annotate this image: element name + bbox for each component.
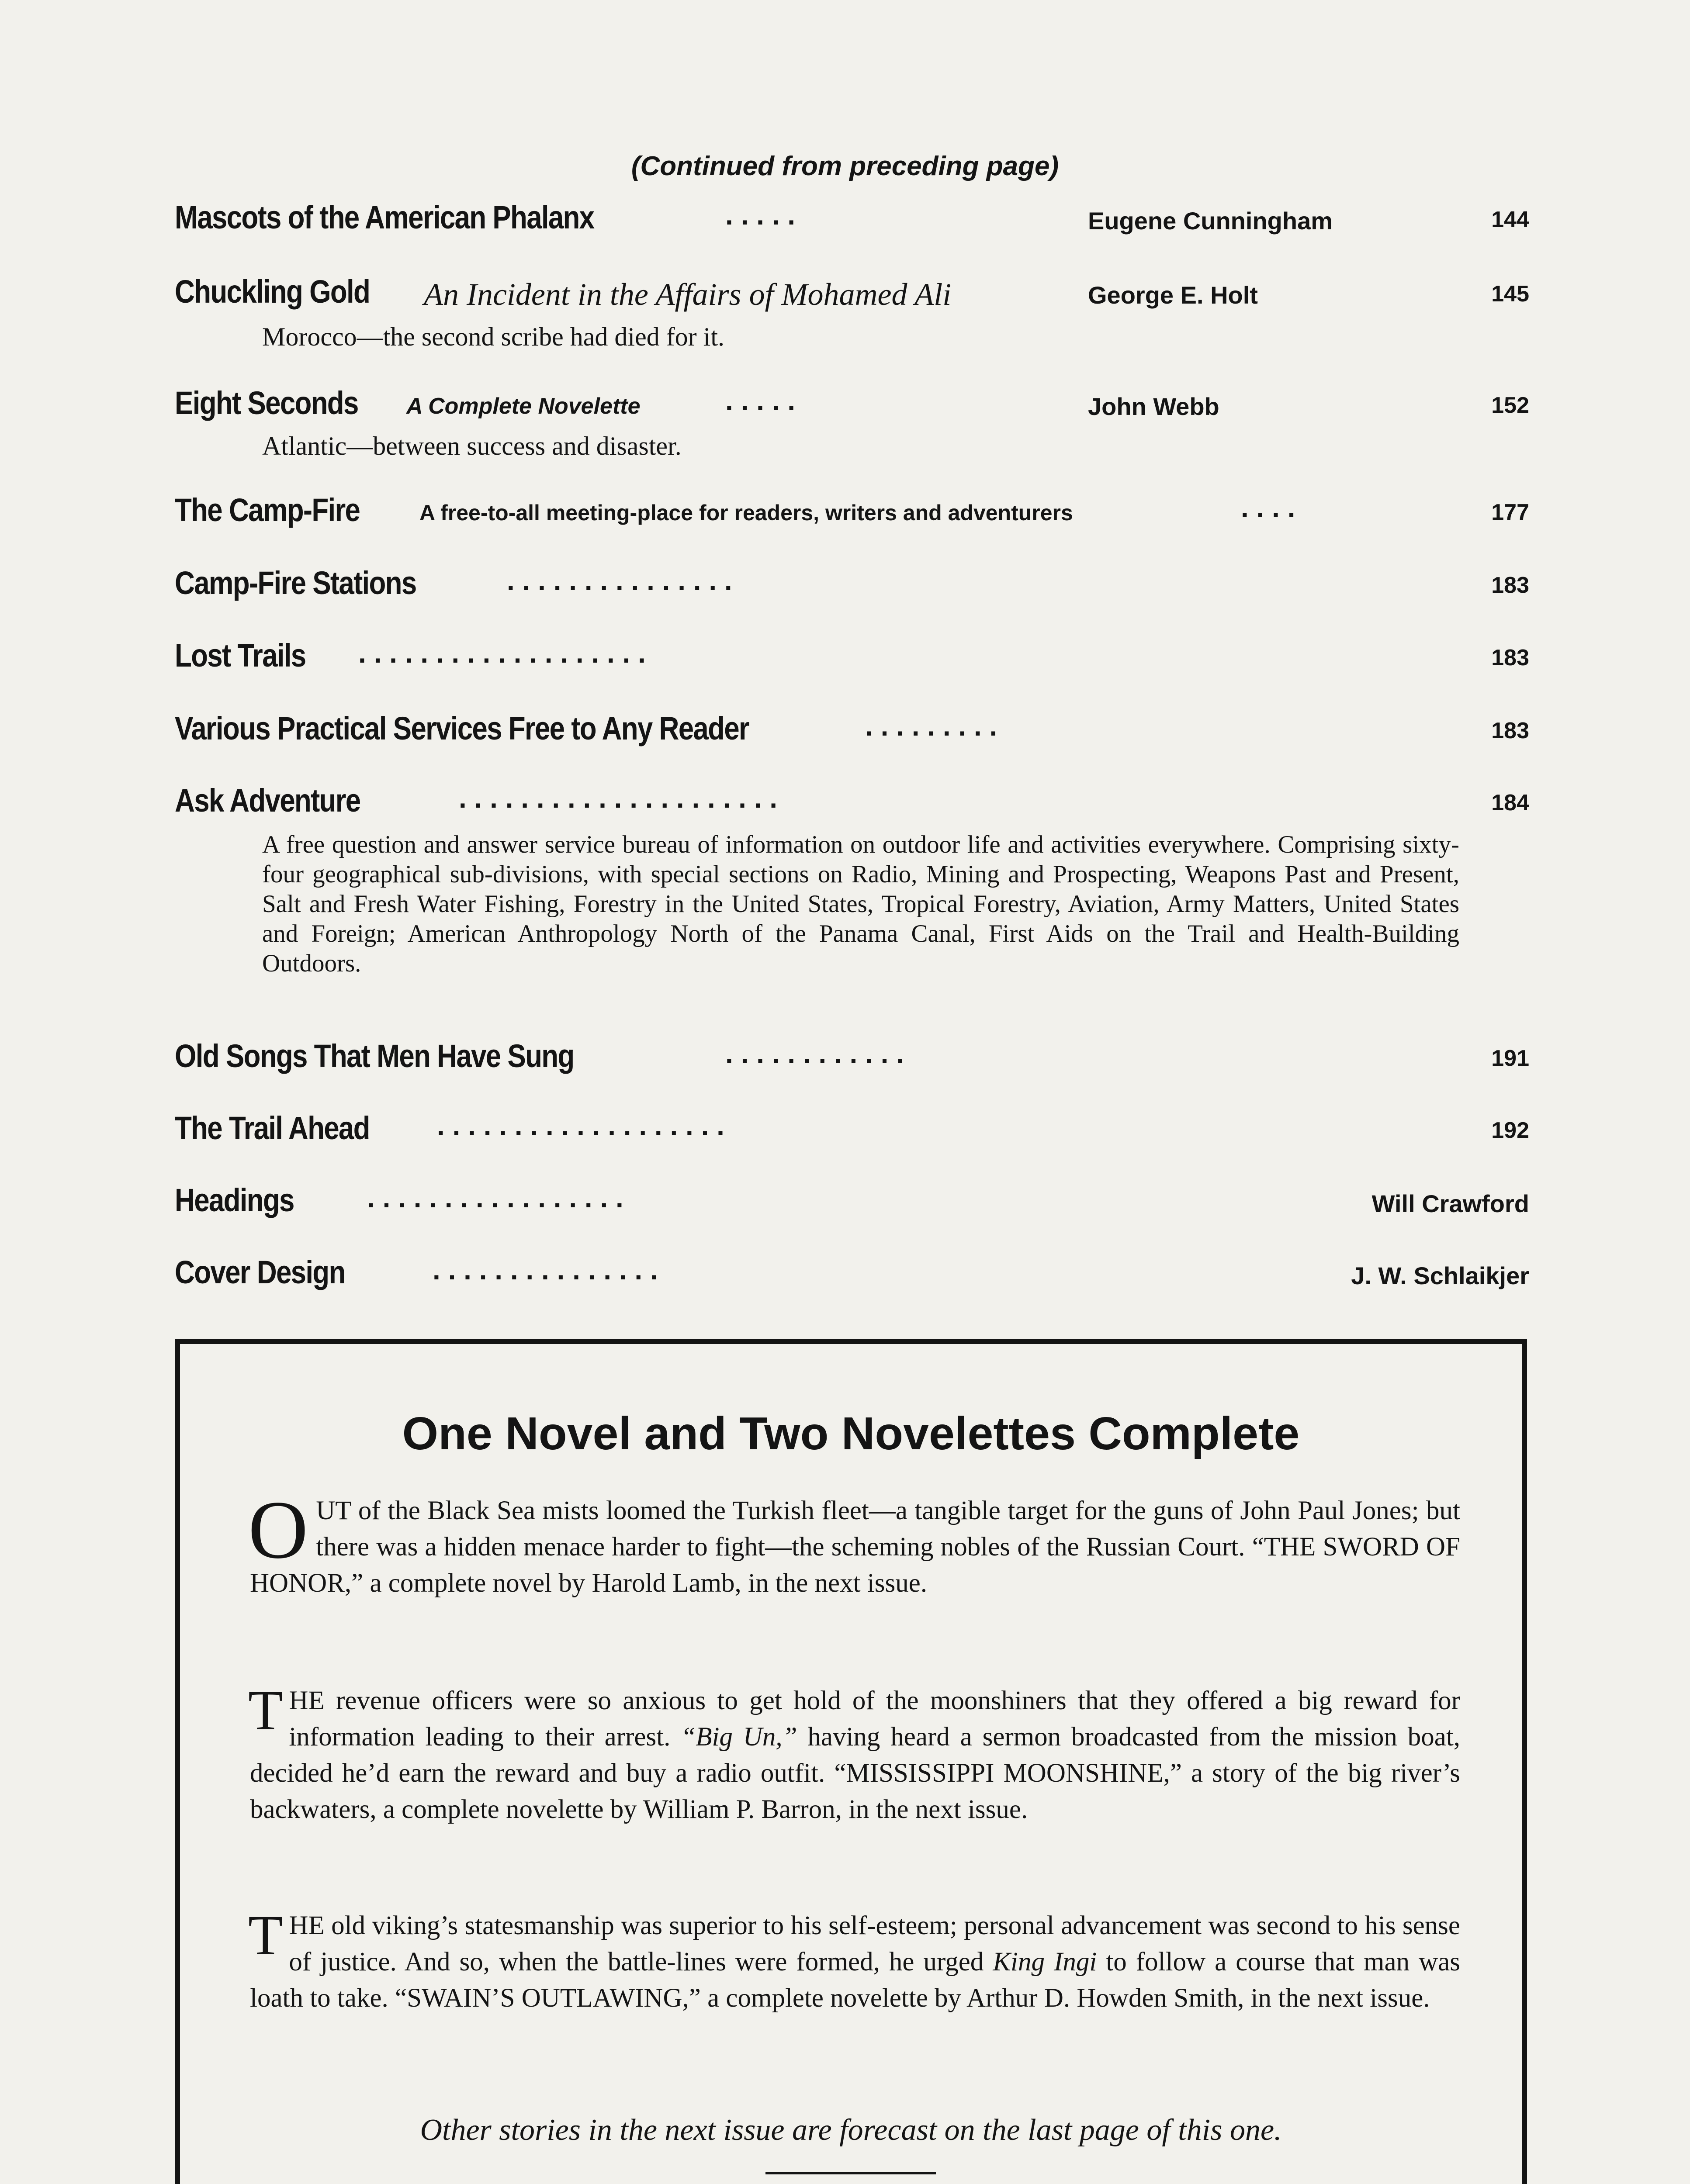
toc-title: Eight Seconds: [175, 385, 358, 421]
toc-author: George E. Holt: [1088, 281, 1258, 309]
paragraph-text: to follow a course that man was loath to take. “SWAIN’S OUTLAWING,” a complete novelette by Arthur D. Howden Smith, in the next issue.: [250, 1947, 1460, 2013]
toc-leader: . . . . . . . . . . . . . . .: [433, 1254, 658, 1286]
toc-entry: [175, 637, 1529, 676]
paragraph-text: HE old viking’s statesmanship was superior to his self-esteem; personal advancement was second to his sense of justice. And so, when the battle-lines were formed, he urged: [289, 1911, 1460, 1977]
toc-title: Chuckling Gold: [175, 273, 370, 310]
toc-title: The Trail Ahead: [175, 1110, 370, 1146]
toc-entry: [175, 564, 1529, 604]
toc-title: The Camp-Fire: [175, 492, 360, 528]
toc-page: 144: [1491, 207, 1529, 232]
toc-author: J. W. Schlaikjer: [1351, 1262, 1529, 1289]
toc-subtitle: An Incident in the Affairs of Mohamed Ali: [424, 277, 952, 312]
toc-leader: . . . . . . . . . . . . . . .: [507, 565, 732, 596]
toc-subtitle: A Complete Novelette: [406, 394, 641, 419]
toc-leader: . . . . .: [725, 199, 796, 231]
toc-entry: [175, 710, 1529, 749]
toc-title: Camp-Fire Stations: [175, 565, 416, 601]
toc-entry: [175, 199, 1529, 238]
toc-author: John Webb: [1088, 393, 1219, 420]
toc-blurb: Atlantic—between success and disaster.: [262, 432, 682, 460]
toc-title: Ask Adventure: [175, 782, 360, 819]
toc-entry: [175, 384, 1529, 424]
toc-page: 177: [1491, 500, 1529, 525]
announcement-paragraph: [248, 1484, 1460, 1601]
toc-entry: [175, 782, 1529, 821]
announcement-paragraph: [248, 1904, 1460, 2016]
toc-title: Lost Trails: [175, 637, 306, 674]
toc-entry: [175, 1109, 1529, 1149]
announcement-box: [175, 1339, 1527, 2184]
toc-leader: . . . . . . . . . . . . . . . . . . .: [358, 637, 646, 669]
toc-title: Headings: [175, 1182, 294, 1218]
toc-subtitle: A free-to-all meeting-place for readers, writers and adventurers: [419, 501, 1073, 525]
toc-leader: . . . . . . . . .: [865, 710, 997, 742]
paragraph-text: having heard a sermon broadcasted from the mission boat, decided he’d earn the reward and buy a radio outfit. “MISSISSIPPI MOONSHINE,” a story of the big river’s backwaters, a complete novelette by William P. Barron, in the next issue.: [250, 1722, 1461, 1824]
toc-leader: . . . . . . . . . . . . . . . . . . .: [437, 1110, 724, 1141]
continued-note: (Continued from preceding page): [631, 151, 1059, 181]
announcement-title: One Novel and Two Novelettes Complete: [402, 1408, 1300, 1459]
toc-title: Old Songs That Men Have Sung: [175, 1038, 574, 1074]
toc-author: Eugene Cunningham: [1088, 207, 1333, 235]
divider-rule: [765, 2172, 936, 2174]
drop-cap: O: [248, 1484, 308, 1576]
announcement-paragraph: [248, 1679, 1461, 1828]
toc-entry: [175, 1037, 1529, 1077]
toc-leader: . . . . . . . . . . . . . . . . . . . . .: [459, 782, 778, 814]
toc-leader: . . . .: [1241, 492, 1295, 523]
forecast-note: Other stories in the next issue are forecast on the last page of this one.: [420, 2113, 1282, 2147]
drop-cap: T: [248, 1904, 283, 1967]
toc-blurb: Morocco—the second scribe had died for it.: [262, 322, 724, 351]
toc-title: Various Practical Services Free to Any Reader: [175, 710, 749, 746]
paragraph-text: UT of the Black Sea mists loomed the Turkish fleet—a tangible target for the guns of John Paul Jones; but there was a hidden menace harder to fight—the scheming nobles of the Russian Court. “THE SWORD OF HONOR,” a complete novel by Harold Lamb, in the next issue.: [250, 1496, 1460, 1598]
paragraph-italic: “Big Un,”: [681, 1722, 797, 1752]
toc-page: 152: [1491, 393, 1529, 418]
toc-page: 183: [1491, 645, 1529, 670]
toc-author: Will Crawford: [1371, 1190, 1529, 1217]
toc-page: 145: [1491, 281, 1529, 307]
ask-adventure-description: A free question and answer service bureau of information on outdoor life and activities everywhere. Comprising sixty-four geographical sub-divisions, with special sections on Radio, Mining and Prospecting, Weapons Past and Present, Salt and Fresh Water Fishing, Forestry in the United States, Tropical Forestry, Aviation, Army Matters, United States and Foreign; American Anthropology North of the Panama Canal, First Aids on the Trail and Health-Building Outdoors.: [262, 831, 1459, 977]
toc-title: Cover Design: [175, 1254, 345, 1290]
toc-leader: . . . . . . . . . . . . . . . . .: [367, 1182, 623, 1213]
drop-cap: T: [248, 1679, 283, 1742]
toc-page: 183: [1491, 718, 1529, 743]
toc-page: 191: [1491, 1046, 1529, 1071]
toc-entry: [175, 1254, 1529, 1293]
toc-page: 183: [1491, 573, 1529, 598]
paragraph-italic: King Ingi: [993, 1947, 1097, 1977]
toc-entry: [175, 273, 1529, 312]
toc-entry: [175, 1182, 1529, 1221]
toc-entry: [175, 491, 1529, 531]
toc-leader: . . . . . . . . . . . .: [725, 1038, 904, 1069]
toc-title: Mascots of the American Phalanx: [175, 199, 594, 235]
toc-leader: . . . . .: [725, 385, 796, 416]
toc-page: 184: [1491, 790, 1529, 816]
paragraph-text: HE revenue officers were so anxious to get hold of the moonshiners that they offered a big reward for information leading to their arrest.: [289, 1686, 1460, 1752]
toc-page: 192: [1491, 1118, 1529, 1143]
